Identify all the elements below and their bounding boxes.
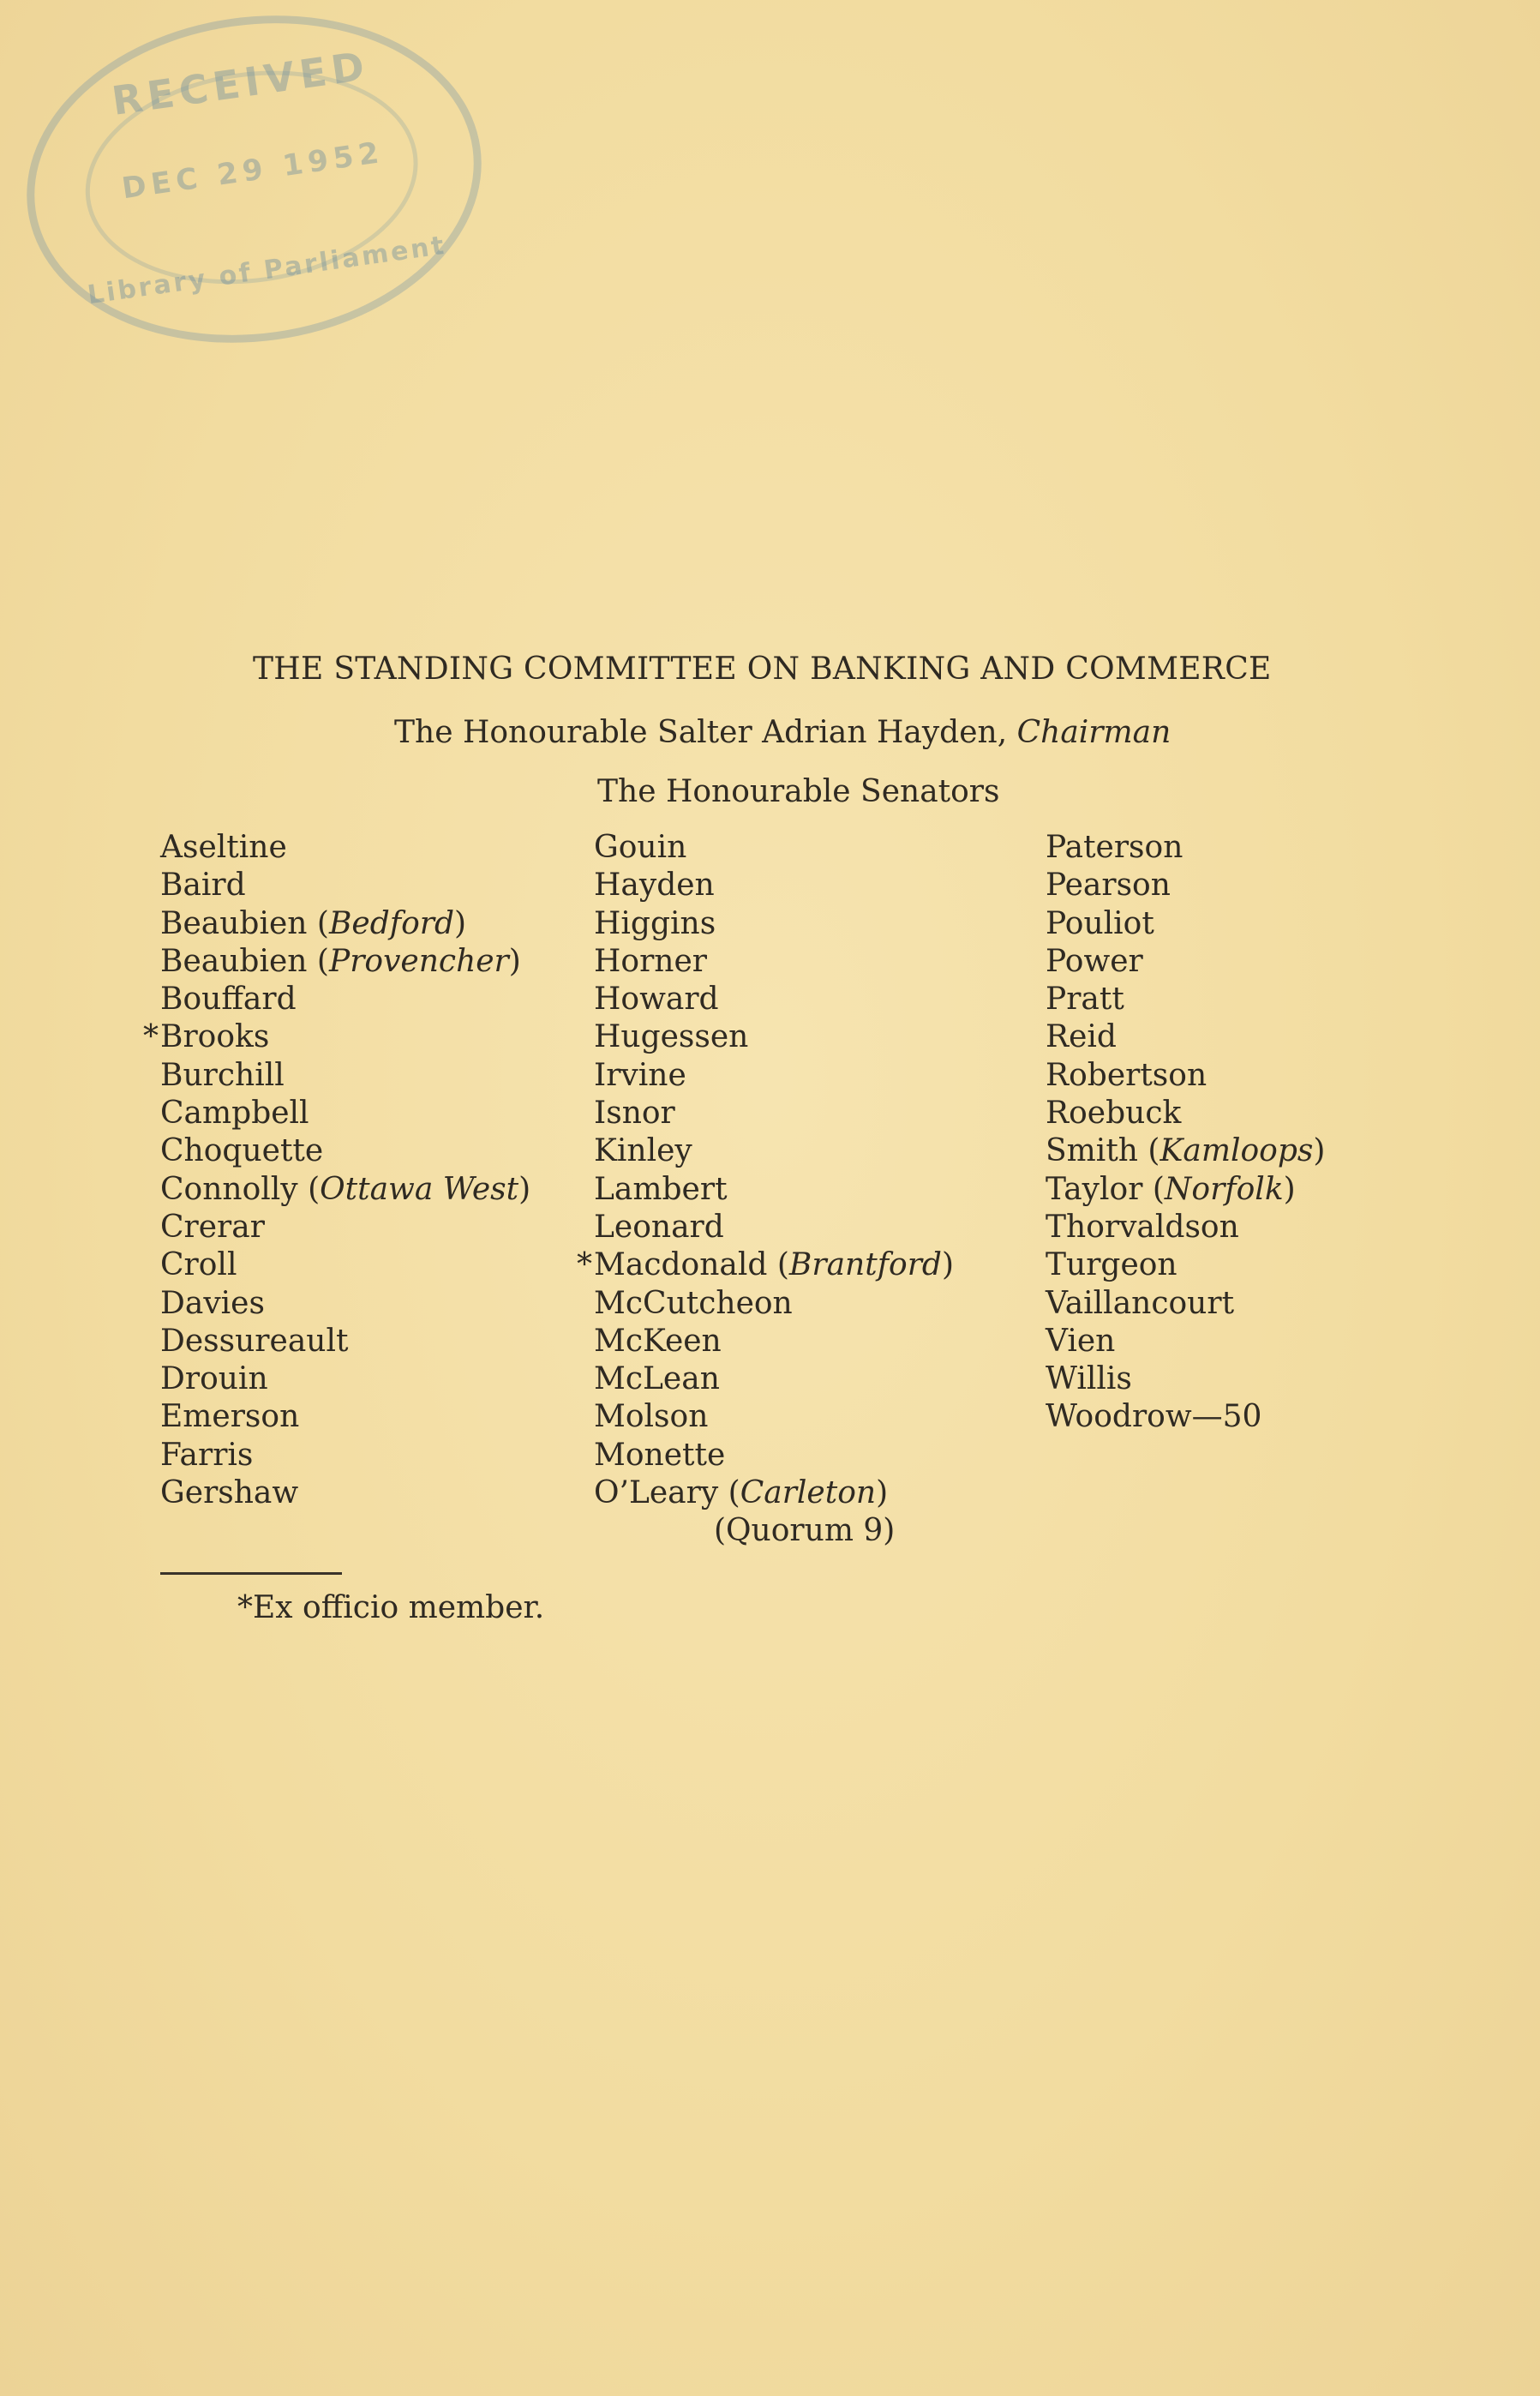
senator-name: Smith xyxy=(1046,1133,1138,1169)
senator-name: Howard xyxy=(594,982,719,1018)
senator-entry xyxy=(594,867,954,904)
senator-entry xyxy=(1046,1018,1325,1056)
senator-entry xyxy=(594,1132,954,1170)
senator-division: Carleton xyxy=(740,1475,877,1511)
chairman-role: Chairman xyxy=(1016,715,1171,750)
senator-entry xyxy=(594,981,954,1018)
senator-name: Kinley xyxy=(594,1133,692,1169)
senator-entry xyxy=(594,1398,954,1436)
senator-name: Power xyxy=(1046,943,1143,979)
senators-column-2 xyxy=(577,829,954,1512)
senator-entry xyxy=(594,1095,954,1132)
senator-entry xyxy=(1046,1285,1325,1323)
senator-name: Thorvaldson xyxy=(1046,1209,1239,1245)
senator-entry xyxy=(1046,943,1325,981)
senator-entry xyxy=(160,1437,530,1474)
senator-entry xyxy=(160,1057,530,1095)
senator-entry xyxy=(594,1360,954,1398)
senator-name: Gouin xyxy=(594,830,687,865)
senator-division: Provencher xyxy=(328,943,509,979)
senator-division: Bedford xyxy=(328,905,455,941)
senator-name: Hayden xyxy=(594,868,715,904)
senator-entry xyxy=(594,829,954,867)
senator-entry xyxy=(1046,1209,1325,1246)
chairman-line xyxy=(394,715,1171,750)
senator-entry xyxy=(1046,1398,1325,1436)
senator-name: Farris xyxy=(160,1437,254,1473)
senator-name: Irvine xyxy=(594,1057,686,1093)
quorum-note: (Quorum 9) xyxy=(714,1513,896,1548)
senator-name: Roebuck xyxy=(1046,1096,1182,1132)
senator-name: Horner xyxy=(594,943,707,979)
senator-entry xyxy=(160,1246,530,1284)
senator-name: Robertson xyxy=(1046,1057,1207,1093)
chairman-name: The Honourable Salter Adrian Hayden, xyxy=(394,715,1008,750)
senator-entry xyxy=(160,1398,530,1436)
senator-name: Pouliot xyxy=(1046,905,1154,941)
senator-name: Bouffard xyxy=(160,982,297,1018)
footnote-rule xyxy=(160,1572,342,1575)
senator-entry: Connolly (Ottawa West) xyxy=(160,1171,531,1207)
senator-name: Isnor xyxy=(594,1096,675,1132)
senator-name: Pratt xyxy=(1046,982,1124,1018)
senator-entry xyxy=(160,1132,530,1170)
senator-name: Baird xyxy=(160,868,246,904)
senator-entry xyxy=(594,1437,954,1474)
senator-name: Vaillancourt xyxy=(1046,1285,1235,1321)
senator-entry xyxy=(160,829,530,867)
senator-name: Drouin xyxy=(160,1361,268,1397)
senator-entry xyxy=(143,1018,530,1056)
senator-entry xyxy=(160,1209,530,1246)
senator-name: Pearson xyxy=(1046,868,1171,904)
senator-name: Emerson xyxy=(160,1399,300,1435)
senator-entry xyxy=(594,943,954,981)
senator-name: Campbell xyxy=(160,1096,309,1132)
stamp-date-text: DEC 29 1952 xyxy=(119,135,386,207)
senator-name: Taylor xyxy=(1046,1171,1143,1207)
senator-entry xyxy=(1046,1057,1325,1095)
senator-entry xyxy=(1046,829,1325,867)
footnote: *Ex officio member. xyxy=(237,1590,545,1625)
stamp-received-text: RECEIVED xyxy=(109,42,373,124)
senator-name: Beaubien xyxy=(160,905,308,941)
senator-division: Ottawa West xyxy=(320,1171,519,1207)
senator-name: Turgeon xyxy=(1046,1247,1177,1283)
senator-entry xyxy=(160,867,530,904)
ex-officio-marker: * xyxy=(143,1019,159,1055)
senator-entry: Taylor (Norfolk) xyxy=(1046,1171,1296,1207)
senator-name: Paterson xyxy=(1046,830,1183,865)
ex-officio-marker: * xyxy=(577,1247,592,1283)
senators-label: The Honourable Senators xyxy=(597,774,1000,809)
senator-entry xyxy=(594,905,954,943)
senator-entry xyxy=(594,1285,954,1323)
senator-name: McCutcheon xyxy=(594,1285,793,1321)
senator-name: Choquette xyxy=(160,1133,324,1169)
senator-name: Monette xyxy=(594,1437,726,1473)
received-stamp xyxy=(5,0,502,371)
senator-entry: Beaubien (Bedford) xyxy=(160,905,467,941)
senator-name: Burchill xyxy=(160,1057,285,1093)
senator-name: Higgins xyxy=(594,905,716,941)
senator-entry xyxy=(160,1360,530,1398)
senators-column-3 xyxy=(1046,829,1325,1437)
senator-entry xyxy=(1046,867,1325,904)
committee-heading: THE STANDING COMMITTEE ON BANKING AND COMMERCE xyxy=(253,652,1272,687)
senator-division: Norfolk xyxy=(1164,1171,1284,1207)
senator-entry xyxy=(160,1323,530,1360)
senator-name: Crerar xyxy=(160,1209,265,1245)
senator-name: Aseltine xyxy=(160,830,287,865)
senator-entry: O’Leary (Carleton) xyxy=(594,1475,889,1511)
senator-entry xyxy=(594,1171,954,1209)
senator-division: Brantford xyxy=(788,1247,942,1283)
senator-entry: * Macdonald (Brantford) xyxy=(594,1246,954,1284)
senator-name: Connolly xyxy=(160,1171,298,1207)
senator-entry xyxy=(594,1209,954,1246)
senator-name: Beaubien xyxy=(160,943,308,979)
senator-name: Woodrow—50 xyxy=(1046,1399,1262,1435)
senator-entry xyxy=(160,1285,530,1323)
senator-name: Molson xyxy=(594,1399,709,1435)
senator-name: Brooks xyxy=(160,1019,270,1055)
senator-name: Dessureault xyxy=(160,1323,349,1359)
senator-entry xyxy=(1046,1360,1325,1398)
senator-name: McLean xyxy=(594,1361,720,1397)
senator-entry xyxy=(594,1323,954,1360)
senator-name: Macdonald xyxy=(594,1247,768,1283)
senator-entry xyxy=(594,1057,954,1095)
senator-name: Willis xyxy=(1046,1361,1132,1397)
senator-name: Leonard xyxy=(594,1209,724,1245)
senator-entry xyxy=(160,1474,530,1512)
senator-name: Hugessen xyxy=(594,1019,749,1055)
senator-name: Gershaw xyxy=(160,1475,299,1511)
senator-name: Reid xyxy=(1046,1019,1117,1055)
senator-entry xyxy=(1046,905,1325,943)
stamp-library-text: Library of Parliament xyxy=(86,230,448,311)
senator-entry xyxy=(1046,981,1325,1018)
senator-division: Kamloops xyxy=(1159,1133,1314,1169)
senator-name: Croll xyxy=(160,1247,237,1283)
senator-name: Lambert xyxy=(594,1171,728,1207)
senator-name: Davies xyxy=(160,1285,265,1321)
senator-entry xyxy=(160,1095,530,1132)
senator-entry xyxy=(1046,1323,1325,1360)
senator-entry xyxy=(1046,1246,1325,1284)
senator-entry xyxy=(1046,1095,1325,1132)
senator-name: Vien xyxy=(1046,1323,1116,1359)
senator-entry xyxy=(160,981,530,1018)
senator-entry: Beaubien (Provencher) xyxy=(160,943,521,979)
senator-entry xyxy=(594,1018,954,1056)
senators-column-1 xyxy=(143,829,531,1512)
senator-entry: Smith (Kamloops) xyxy=(1046,1133,1326,1169)
senator-name: O’Leary xyxy=(594,1475,719,1511)
senator-name: McKeen xyxy=(594,1323,722,1359)
